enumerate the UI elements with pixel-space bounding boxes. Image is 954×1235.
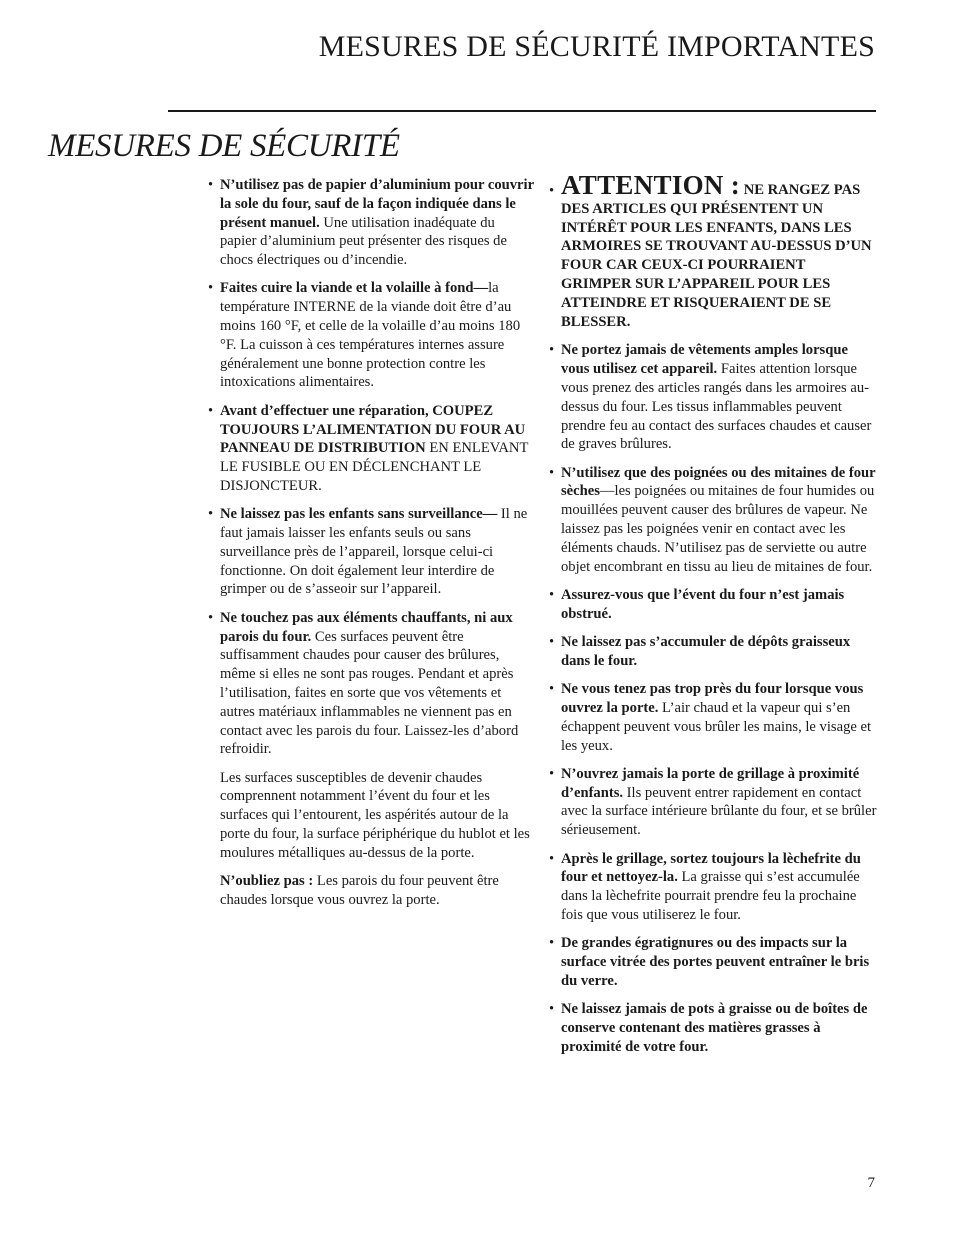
item-bold: Après le grillage, sortez toujours la lèchefrite du four et nettoyez-la. bbox=[561, 850, 861, 886]
safety-item bbox=[549, 1000, 877, 1056]
bullet: • bbox=[549, 681, 555, 698]
safety-item bbox=[549, 850, 877, 925]
safety-item bbox=[208, 402, 534, 496]
bullet: • bbox=[208, 402, 214, 419]
item-bold: Ne laissez jamais de pots à graisse ou de boîtes de conserve contenant des matières grasses à proximité de votre four. bbox=[561, 1001, 868, 1055]
safety-item bbox=[208, 505, 534, 599]
item-bold: Ne laissez pas s’accumuler de dépôts graisseux dans le four. bbox=[561, 634, 851, 669]
item-text: Ils peuvent entrer rapidement en contact avec la surface intérieure brûlante du four, et se brûler sérieusement. bbox=[561, 784, 877, 839]
item-text: Il ne faut jamais laisser les enfants seuls ou sans surveillance près de l’appareil, lorsque celui-ci fonctionne. On doit également leur interdire de grimper ou de s’asseoir sur l’appareil. bbox=[220, 506, 528, 598]
safety-item bbox=[549, 680, 877, 755]
bullet: • bbox=[549, 1001, 555, 1018]
bullet: • bbox=[208, 609, 214, 626]
bullet: • bbox=[549, 183, 555, 199]
attention-label: ATTENTION : bbox=[561, 170, 741, 200]
item-text: La graisse qui s’est accumulée dans la lèchefrite pourrait prendre feu la prochaine fois que vous utiliserez le four. bbox=[561, 869, 860, 923]
page-number: 7 bbox=[867, 1175, 875, 1191]
right-column bbox=[549, 170, 877, 1066]
item-bold: Ne laissez pas les enfants sans surveillance— bbox=[220, 506, 498, 523]
item-bold: Ne touchez pas aux éléments chauffants, ni aux parois du four. bbox=[220, 609, 513, 645]
safety-item bbox=[208, 279, 534, 392]
note-text: Les parois du four peuvent être chaudes lorsque vous ouvrez la porte. bbox=[220, 873, 499, 908]
attention-warning bbox=[549, 170, 877, 331]
note-bold: N’oubliez pas : bbox=[220, 873, 314, 890]
reminder-note bbox=[208, 872, 534, 910]
item-text: la température INTERNE de la viande doit être d’au moins 160 °F, et celle de la volaille d’au moins 180 °F. La cuisson à ces températures internes assure généralement une bonne protection contre les intoxications alimentaires. bbox=[220, 280, 521, 391]
bullet: • bbox=[549, 935, 555, 952]
item-bold: Ne vous tenez pas trop près du four lorsque vous ouvrez la porte. bbox=[561, 681, 864, 716]
safety-item bbox=[549, 934, 877, 990]
item-bold: N’utilisez que des poignées ou des mitaines de four sèches bbox=[561, 464, 876, 500]
bullet: • bbox=[549, 634, 555, 651]
safety-item bbox=[549, 341, 877, 454]
safety-item bbox=[549, 765, 877, 840]
item-bold: N’ouvrez jamais la porte de grillage à proximité d’enfants. bbox=[561, 765, 860, 801]
safety-item bbox=[549, 464, 877, 577]
item-bold: N’utilisez pas de papier d’aluminium pour couvrir la sole du four, sauf de la façon indiquée dans le présent manuel. bbox=[220, 177, 534, 231]
bullet: • bbox=[549, 765, 555, 782]
bullet: • bbox=[208, 280, 214, 297]
attention-text: NE RANGEZ PAS DES ARTICLES QUI PRÉSENTENT UN INTÉRÊT POUR LES ENFANTS, DANS LES ARMOIRES SE TROUVANT AU-DESSUS D’UN FOUR CAR CEUX-CI POURRAIENT GRIMPER SUR L’APPAREIL POUR LES ATTEINDRE ET RISQUERAIENT DE SE BLESSER. bbox=[561, 182, 872, 330]
item-text: Ces surfaces peuvent être suffisamment chaudes pour causer des brûlures, même si elles ne sont pas rouges. Pendant et après l’utilisation, faites en sorte que vos vêtements et autres matériaux inflammables ne viennent pas en contact avec les parois du four. Laissez-les d’abord refroidir. bbox=[220, 628, 519, 758]
item-bold: Assurez-vous que l’évent du four n’est jamais obstrué. bbox=[561, 586, 845, 622]
page-header-title: MESURES DE SÉCURITÉ IMPORTANTES bbox=[318, 30, 875, 63]
item-text: L’air chaud et la vapeur qui s’en échappent peuvent vous brûler les mains, le visage et les yeux. bbox=[561, 699, 872, 754]
section-title: MESURES DE SÉCURITÉ bbox=[48, 128, 400, 164]
item-text: Une utilisation inadéquate du papier d’aluminium peut présenter des risques de chocs électriques ou d’incendie. bbox=[220, 214, 507, 269]
left-column bbox=[208, 176, 534, 919]
bullet: • bbox=[549, 342, 555, 359]
safety-item bbox=[208, 176, 534, 270]
item-bold: De grandes égratignures ou des impacts sur la surface vitrée des portes peuvent entraîner le bris du verre. bbox=[561, 935, 870, 989]
bullet: • bbox=[208, 506, 214, 523]
bullet: • bbox=[549, 464, 555, 481]
header-divider bbox=[168, 110, 876, 112]
bullet: • bbox=[549, 850, 555, 867]
bullet: • bbox=[549, 586, 555, 603]
item-text: —les poignées ou mitaines de four humides ou mouillées peuvent causer des brûlures de vapeur. Ne laissez pas les poignées venir en contact avec les éléments chauds. N’utilisez pas de serviette ou autre objet encombrant en tissu au lieu de mitaines de four. bbox=[561, 483, 875, 575]
item-bold: Faites cuire la viande et la volaille à fond— bbox=[220, 280, 489, 297]
hot-surfaces-paragraph: Les surfaces susceptibles de devenir chaudes comprennent notamment l’évent du four et les surfaces qui l’entourent, les aspérités autour de la porte du four, la surface périphérique du hublot et les moulures métalliques au-dessus de la porte. bbox=[220, 769, 530, 861]
safety-item bbox=[549, 633, 877, 671]
item-text: Faites attention lorsque vous prenez des articles rangés dans les armoires au-dessus du four. Les tissus inflammables peuvent prendre feu au contact des surfaces chaudes et causer de graves brûlures. bbox=[561, 361, 872, 453]
item-bold: Avant d’effectuer une réparation, COUPEZ TOUJOURS L’ALIMENTATION DU FOUR AU PANNEAU DE DISTRIBUTION bbox=[220, 402, 526, 457]
item-bold: Ne portez jamais de vêtements amples lorsque vous utilisez cet appareil. bbox=[561, 342, 848, 378]
bullet: • bbox=[208, 177, 214, 193]
item-text: EN ENLEVANT LE FUSIBLE OU EN DÉCLENCHANT LE DISJONCTEUR. bbox=[220, 440, 529, 494]
safety-item bbox=[549, 586, 877, 624]
safety-item bbox=[208, 609, 534, 759]
